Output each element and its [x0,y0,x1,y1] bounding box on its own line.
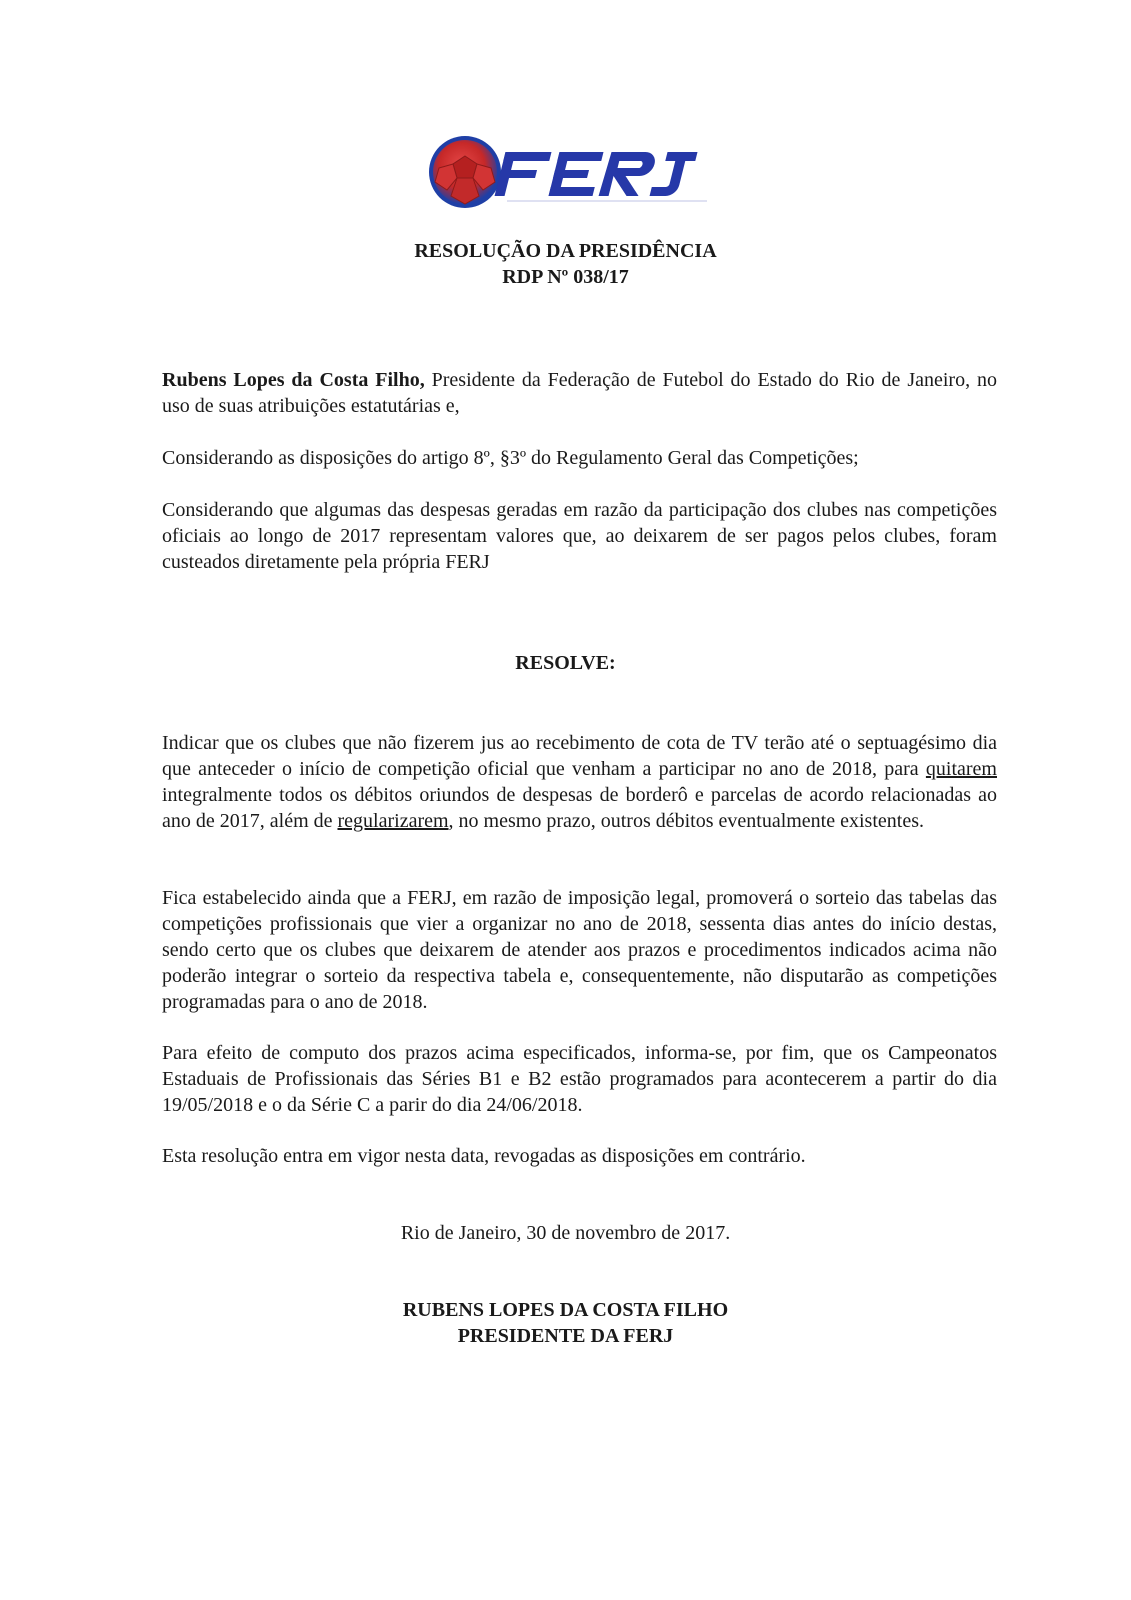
resolution-paragraph-1 [162,730,997,834]
signatory-name: RUBENS LOPES DA COSTA FILHO [402,1299,729,1321]
consideration-text: Considerando as disposições do artigo 8º, §3º do Regulamento Geral das Competições; [162,447,859,469]
resolution-text: Indicar que os clubes que não fizerem jus ao recebimento de cota de TV terão até o septuagésimo dia que anteceder o início de competição oficial que venham a participar no ano de 2018, para [162,732,997,780]
resolution-text: Para efeito de computo dos prazos acima especificados, informa-se, por fim, que os Campeonatos Estaduais de Profissionais das Séries B1 e B2 estão programados para acontecerem a partir do dia 19/05/2018 e o da Série C a parir do dia 24/06/2018. [162,1042,997,1116]
intro-paragraph [162,367,997,419]
president-name: Rubens Lopes da Costa Filho, [162,369,425,391]
underlined-term: quitarem [925,758,997,780]
resolution-text: integralmente todos os débitos oriundos de despesas de borderô e parcelas de acordo relacionadas ao ano de 2017, além de [162,784,997,832]
ferj-wordmark [495,152,698,196]
resolution-text: Esta resolução entra em vigor nesta data, revogadas as disposições em contrário. [162,1145,806,1167]
resolution-paragraph-4 [162,1143,997,1169]
resolve-heading: RESOLVE: [515,652,616,674]
underlined-term: regularizarem [337,810,449,832]
place-and-date: Rio de Janeiro, 30 de novembro de 2017. [400,1222,731,1244]
document-title: RESOLUÇÃO DA PRESIDÊNCIA [414,240,717,262]
consideration-text: Considerando que algumas das despesas geradas em razão da participação dos clubes nas competições oficiais ao longo de 2017 representam valores que, ao deixarem de ser pagos pelos clubes, foram custeados diretamente pela própria FERJ [162,499,997,573]
resolution-text: , no mesmo prazo, outros débitos eventualmente existentes. [448,810,924,832]
ferj-logo [425,130,725,220]
signatory-title: PRESIDENTE DA FERJ [457,1325,674,1347]
intro-text: Presidente da Federação de Futebol do Estado do Rio de Janeiro, no uso de suas atribuições estatutárias e, [162,369,997,417]
ball-icon [429,136,501,208]
consideration-1 [162,445,997,471]
resolution-paragraph-3 [162,1040,997,1118]
consideration-2 [162,497,997,575]
resolution-paragraph-2 [162,885,997,1015]
document-number: RDP Nº 038/17 [502,266,629,288]
resolution-text: Fica estabelecido ainda que a FERJ, em razão de imposição legal, promoverá o sorteio das tabelas das competições profissionais que vier a organizar no ano de 2018, sessenta dias antes do início destas, sendo certo que os clubes que deixarem de atender aos prazos e procedimentos indicados acima não poderão integrar o sorteio da respectiva tabela e, consequentemente, não disputarão as competições programadas para o ano de 2018. [162,887,997,1013]
